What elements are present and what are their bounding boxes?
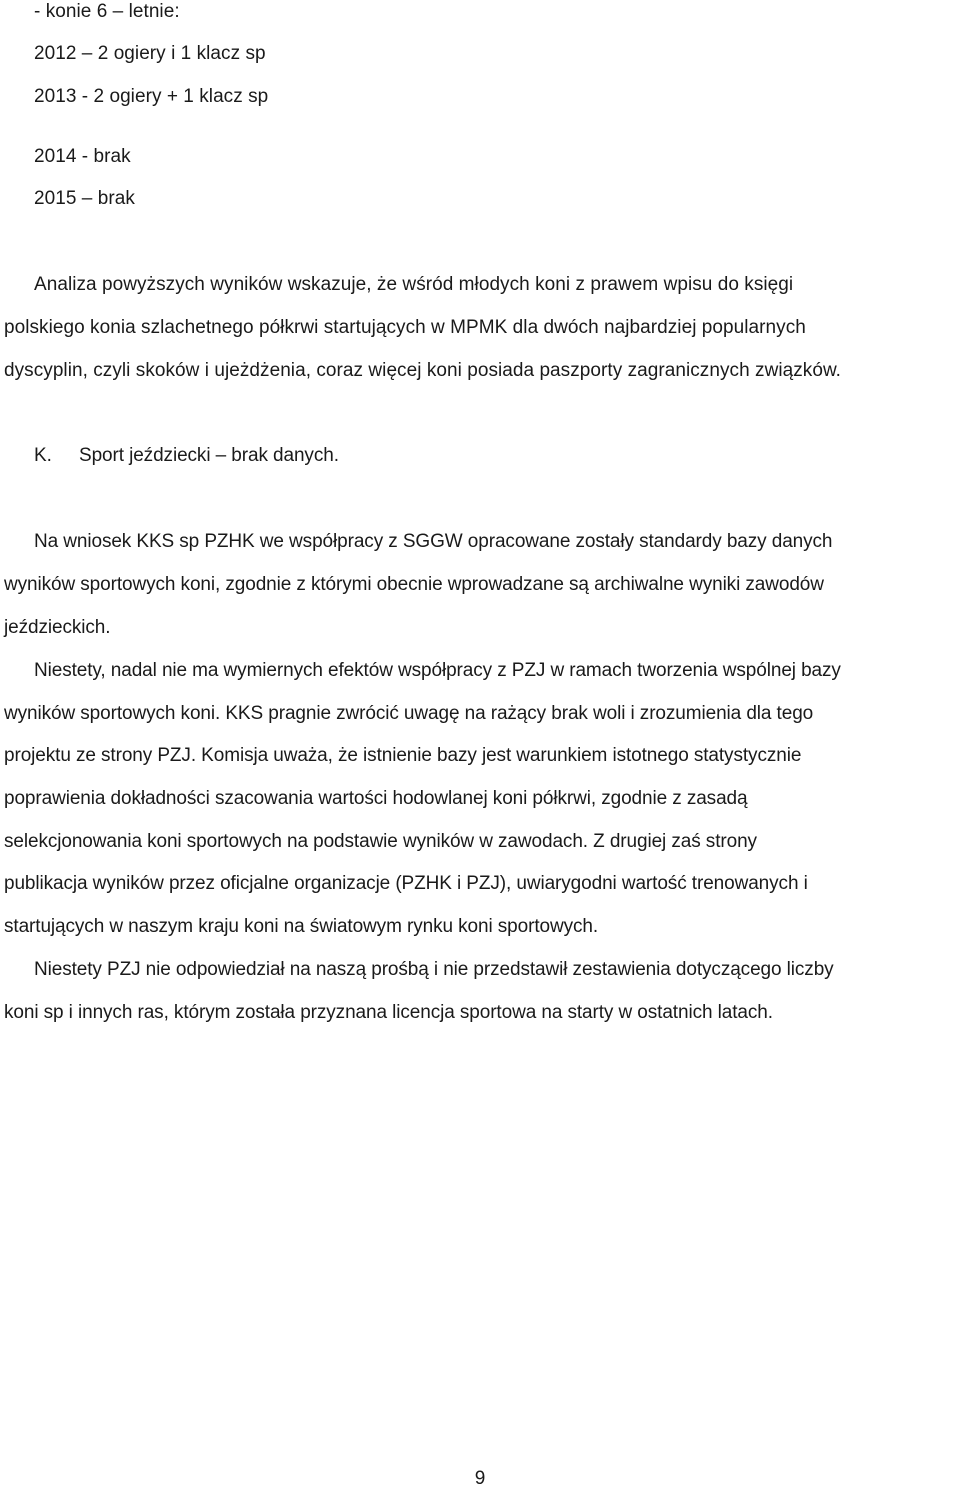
list-item: 2012 – 2 ogiery i 1 klacz sp xyxy=(34,43,266,64)
list-item: 2015 – brak xyxy=(34,188,135,209)
page-number: 9 xyxy=(474,1468,486,1489)
body-line: poprawienia dokładności szacowania wartości hodowlanej koni półkrwi, zgodnie z zasadą xyxy=(4,788,748,809)
body-line: Niestety, nadal nie ma wymiernych efektów współpracy z PZJ w ramach tworzenia wspólnej bazy xyxy=(34,660,841,681)
body-line: koni sp i innych ras, którym została przyznana licencja sportowa na starty w ostatnich latach. xyxy=(4,1002,773,1023)
body-line: wyników sportowych koni, zgodnie z którymi obecnie wprowadzane są archiwalne wyniki zawodów xyxy=(4,574,824,595)
section-title: Sport jeździecki – brak danych. xyxy=(79,445,339,466)
body-line: publikacja wyników przez oficjalne organizacje (PZHK i PZJ), uwiarygodni wartość trenowanych i xyxy=(4,873,808,894)
analysis-line: polskiego konia szlachetnego półkrwi startujących w MPMK dla dwóch najbardziej popularnych xyxy=(4,317,806,338)
list-item: 2013 - 2 ogiery + 1 klacz sp xyxy=(34,86,269,107)
body-line: startujących w naszym kraju koni na światowym rynku koni sportowych. xyxy=(4,916,599,937)
body-line: jeździeckich. xyxy=(4,617,111,638)
section-marker: K. xyxy=(34,445,52,466)
body-line: Na wniosek KKS sp PZHK we współpracy z SGGW opracowane zostały standardy bazy danych xyxy=(34,531,833,552)
body-line: wyników sportowych koni. KKS pragnie zwrócić uwagę na rażący brak woli i zrozumienia dla tego xyxy=(4,703,814,724)
analysis-line: Analiza powyższych wyników wskazuje, że wśród młodych koni z prawem wpisu do księgi xyxy=(34,274,794,295)
body-line: projektu ze strony PZJ. Komisja uważa, że istnienie bazy jest warunkiem istotnego statystycznie xyxy=(4,745,802,766)
list-heading: - konie 6 – letnie: xyxy=(34,1,180,22)
analysis-line: dyscyplin, czyli skoków i ujeżdżenia, coraz więcej koni posiada paszporty zagranicznych związków. xyxy=(4,360,841,381)
body-line: selekcjonowania koni sportowych na podstawie wyników w zawodach. Z drugiej zaś strony xyxy=(4,831,757,852)
body-line: Niestety PZJ nie odpowiedział na naszą prośbą i nie przedstawił zestawienia dotyczącego liczby xyxy=(34,959,834,980)
list-item: 2014 - brak xyxy=(34,146,131,167)
